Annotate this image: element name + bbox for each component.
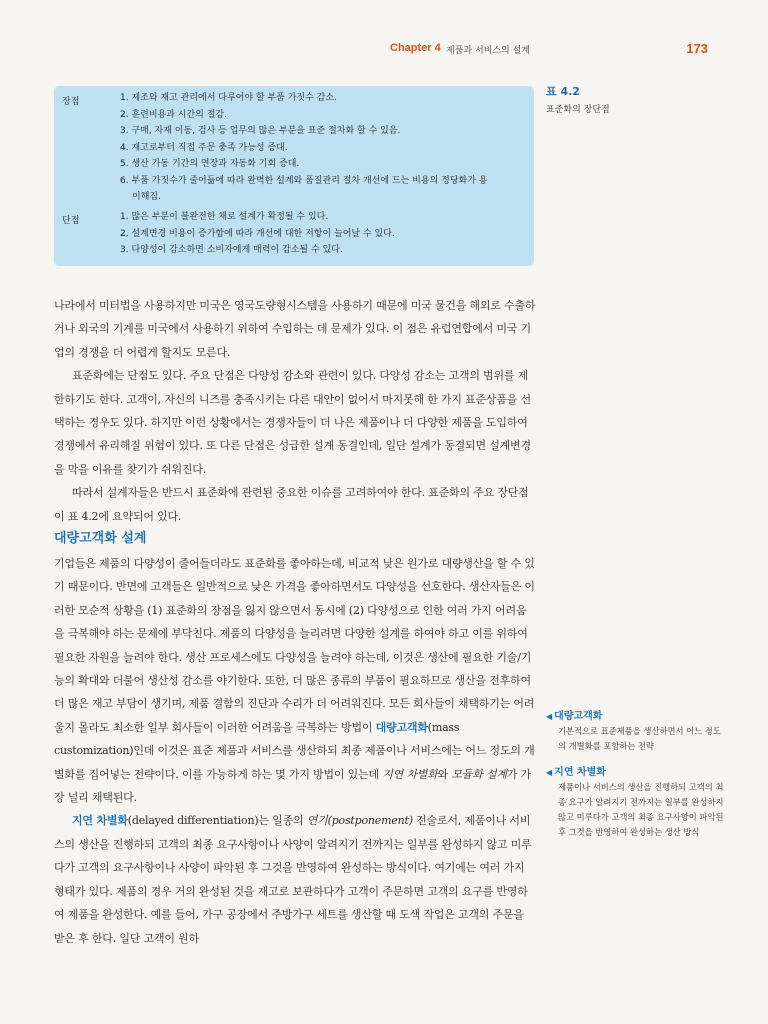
keyword-delayed-differentiation: 지연 차별화 (72, 814, 128, 828)
paragraph: 표준화에는 단점도 있다. 주요 단점은 다양성 감소와 관련이 있다. 다양성 감소는 고객의 범위를 제한하기도 한다. 고객이, 자신의 니즈를 충족시키는 다른 대안이 없어서 마지못해 한 가지 표준상품을 선택하는 경우도 있다. 하지만 이런 상황에서는 경쟁자들이 더 나은 제품이나 더 다양한 제품을 도입하여 경쟁에서 유리해질 위험이 있다. 또 다른 단점은 성급한 설계 동결인데, 일단 설계가 동결되면 설계변경을 막을 이유를 찾기가 쉬워진다. (54, 369, 531, 476)
triangle-left-icon: ◀ (546, 712, 553, 721)
list-item: 4. 재고로부터 직접 주문 충족 가능성 증대. (120, 142, 288, 153)
list-item: 3. 구매, 자재 이동, 검사 등 업무의 많은 부분을 표준 절차화 할 수 있음. (120, 126, 401, 136)
list-item: 3. 다양성이 감소하면 소비자에게 매력이 감소될 수 있다. (120, 245, 343, 255)
list-item: 2. 훈련비용과 시간의 절감. (120, 109, 227, 120)
table-title: 표준화의 장단점 (546, 105, 610, 115)
disadvantages-list (120, 209, 520, 259)
chapter-label: Chapter 4 (390, 42, 441, 54)
list-item: 이해짐. (132, 192, 161, 202)
chapter-title: 제품과 서비스의 설계 (446, 46, 530, 56)
list-item: 6. 부품 가짓수가 줄어듦에 따라 완벽한 설계와 품질관리 절차 개선에 드는 비용의 정당화가 용 (120, 175, 488, 186)
table-number: 표 4.2 (546, 85, 580, 98)
paragraph: 지연 차별화(delayed differentiation)는 일종의 연기(postponement) 전술로서, 제품이나 서비스의 생산을 진행하되 고객의 최종 요구사항이나 사양이 알려지기 전까지는 일부를 완성하지 않고 미루다가 고객의 요구사항이나 사양이 파악된 후 그것을 반영하여 완성하는 방식이다. 여기에는 여러 가지 형태가 있다. 제품의 경우 거의 완성된 것을 재고로 보관하다가 고객이 주문하면 고객의 요구를 반영하여 제품을 완성한다. 예를 들어, 가구 공장에서 주방가구 세트를 생산할 때 도색 작업은 고객의 주문을 받은 후 한다. 일단 고객이 원하 (54, 814, 532, 945)
body-section-standardization (54, 294, 536, 528)
list-item: 1. 많은 부분이 불완전한 채로 설계가 확정될 수 있다. (120, 212, 329, 222)
keyword-mass-customization: 대량고객화 (375, 720, 428, 734)
margin-note-term: 대량고객화 (554, 711, 603, 722)
disadvantages-label: 단점 (62, 216, 80, 226)
paragraph: 따라서 설계자들은 반드시 표준화에 관련된 중요한 이슈를 고려하여야 한다. 표준화의 주요 장단점이 표 4.2에 요약되어 있다. (54, 486, 529, 523)
advantages-list (120, 90, 520, 206)
section-heading: 대량고객화 설계 (54, 531, 147, 546)
italic-term: 지연 차별화 (382, 767, 438, 781)
body-section-mass-customization (54, 552, 536, 950)
list-item: 5. 생산 가동 기간의 연장과 자동화 기회 증대. (120, 159, 300, 169)
margin-note-definition: 제품이나 서비스의 생산을 진행하되 고객의 최종 요구가 알려지기 전까지는 일부를 완성하지 않고 미루다가 고객의 최종 요구사항이 파악된 후 그것을 반영하여 완성하는 생산 방식 (558, 782, 724, 837)
page-number: 173 (686, 41, 708, 56)
list-item: 1. 제조와 재고 관리에서 다루어야 할 부품 가짓수 감소. (120, 93, 337, 103)
margin-note-mass-customization (546, 707, 726, 754)
list-item: 2. 설계변경 비용이 증가함에 따라 개선에 대한 저항이 늘어날 수 있다. (120, 228, 395, 239)
paragraph: 기업들은 제품의 다양성이 줄어들더라도 표준화를 좋아하는데, 비교적 낮은 원가로 대량생산을 할 수 있기 때문이다. 반면에 고객들은 일반적으로 낮은 가격을 좋아하면서도 다양성을 선호한다. 생산자들은 이러한 모순적 상황을 (1) 표준화의 장점을 잃지 않으면서 동시에 (2) 다양성으로 인한 여러 가지 어려움을 극복해야 하는 문제에 부닥친다. 제품의 다양성을 늘리려면 다양한 설계를 하여야 하고 이를 위하여 필요한 자원을 늘려야 한다. 생산 프로세스에도 다양성을 늘려야 하는데, 이것은 생산에 필요한 기술/기능의 확대와 더불어 생산성 감소를 야기한다. 또한, 더 많은 종류의 부품이 필요하므로 생산을 전후하여 더 많은 재고 부담이 생기며, 제품 결함의 진단과 수리가 더 어려워진다. 모든 회사들이 채택하기는 어려울지 몰라도 최소한 일부 회사들이 이러한 어려움을 극복하는 방법이 대량고객화(mass customization)인데 이것은 표준 제품과 서비스를 생산하되 최종 제품이나 서비스에는 어느 정도의 개별화를 집어넣는 전략이다. 이를 가능하게 하는 몇 가지 방법이 있는데 지연 차별화와 모듈화 설계가 가장 널리 채택된다. (54, 557, 535, 805)
italic-term: 연기(postponement) (306, 814, 413, 828)
standardization-table (54, 86, 534, 266)
margin-note-term: 지연 차별화 (554, 767, 606, 778)
page-header (0, 42, 768, 62)
paragraph: 나라에서 미터법을 사용하지만 미국은 영국도량형시스템을 사용하기 때문에 미국 물건을 해외로 수출하거나 외국의 기계를 미국에서 사용하기 위하여 수입하는 데 문제가 있다. 이 점은 유럽연합에서 미국 기업의 경쟁을 더 어렵게 할지도 모른다. (54, 299, 536, 359)
triangle-left-icon: ◀ (546, 768, 553, 777)
margin-note-definition: 기본적으로 표준제품을 생산하면서 어느 정도의 개별화를 포함하는 전략 (558, 726, 721, 751)
table-caption (546, 83, 610, 115)
advantages-label: 장점 (62, 97, 80, 107)
margin-note-delayed-differentiation (546, 763, 726, 840)
italic-term: 모듈화 설계 (451, 767, 507, 781)
